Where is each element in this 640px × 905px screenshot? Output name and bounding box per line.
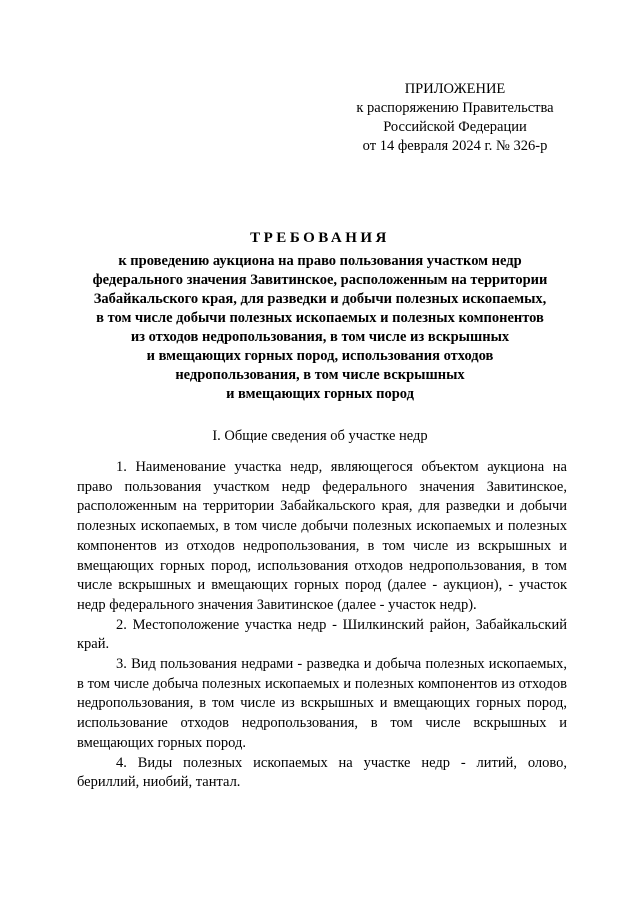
document-subtitle-line: к проведению аукциона на право пользования участком недр: [118, 253, 522, 269]
section-heading: I. Общие сведения об участке недр: [212, 428, 428, 444]
document-subtitle-line: федерального значения Завитинское, расположенным на территории: [92, 272, 548, 288]
appendix-label: ПРИЛОЖЕНИЕ: [404, 81, 506, 97]
paragraph-use-type: 3. Вид пользования недрами - разведка и добыча полезных ископаемых, в том числе добыча полезных ископаемых и полезных компонентов из отходов недропользования, в том числе из вскрышных и вмещающих горных пород, использование отходов недропользования, в том числе вскрышных и вмещающих горных пород.: [77, 656, 567, 751]
document-subtitle-line: Забайкальского края, для разведки и добычи полезных ископаемых,: [93, 291, 547, 307]
document-title-block: [60, 228, 580, 404]
paragraph-location: 2. Местоположение участка недр - Шилкинский район, Забайкальский край.: [77, 616, 567, 653]
document-subtitle-line: и вмещающих горных пород, использования отходов: [146, 348, 494, 364]
appendix-block: [340, 80, 570, 156]
paragraph-minerals: 4. Виды полезных ископаемых на участке недр - литий, олово, бериллий, ниобий, тантал.: [77, 754, 567, 791]
document-subtitle-line: и вмещающих горных пород: [226, 386, 414, 402]
document-subtitle-line: в том числе добычи полезных ископаемых и полезных компонентов: [96, 310, 544, 326]
paragraph-subsoil-name: 1. Наименование участка недр, являющегося объектом аукциона на право пользования участком недр федерального значения Завитинское, расположенным на территории Забайкальского края, для разведки и добычи полезных ископаемых, в том числе добычи полезных ископаемых и полезных компонентов из отходов недропользования, в том числе из вскрышных и вмещающих горных пород, использования отходов недропользования, в том числе вскрышных и вмещающих горных пород (далее - аукцион), - участок недр федерального значения Завитинское (далее - участок недр).: [77, 459, 567, 613]
document-subtitle-line: из отходов недропользования, в том числе из вскрышных: [130, 329, 510, 345]
document-title: ТРЕБОВАНИЯ: [250, 230, 390, 246]
appendix-date-number: от 14 февраля 2024 г. № 326-р: [362, 138, 548, 154]
appendix-reference: к распоряжению Правительства: [356, 100, 554, 116]
appendix-government: Российской Федерации: [383, 119, 527, 135]
document-body: [77, 458, 567, 793]
document-subtitle-line: недропользования, в том числе вскрышных: [175, 367, 465, 383]
